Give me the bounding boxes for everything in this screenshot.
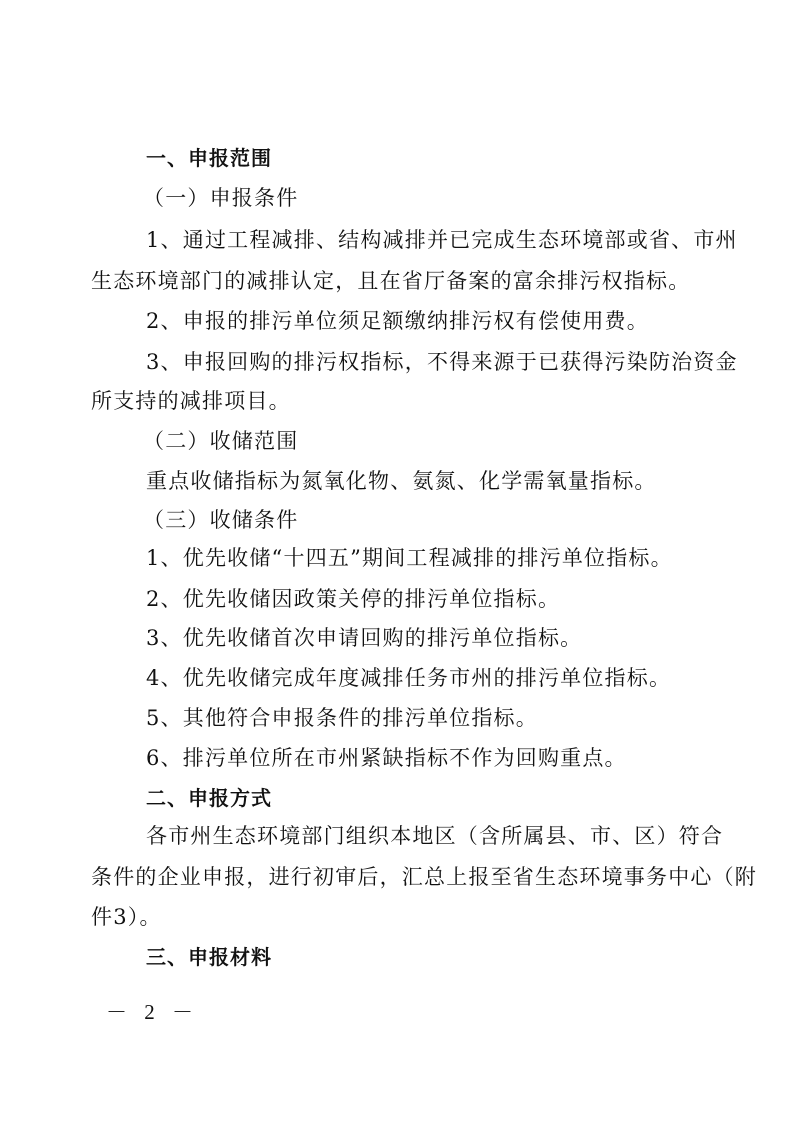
condition-3-line-2: 所支持的减排项目。 (91, 389, 291, 413)
subsection-heading-1: （一）申报条件 (143, 186, 299, 210)
section-heading-2: 二、申报方式 (146, 786, 272, 810)
priority-item-4: 4、优先收储完成年度减排任务市州的排污单位指标。 (146, 666, 672, 690)
page-number: － 2 － (106, 1000, 199, 1024)
section-heading-1: 一、申报范围 (146, 146, 272, 170)
subsection-heading-2: （二）收储范围 (143, 429, 299, 453)
priority-item-3: 3、优先收储首次申请回购的排污单位指标。 (146, 626, 583, 650)
condition-1-line-1: 1、通过工程减排、结构减排并已完成生态环境部或省、市州 (146, 228, 738, 252)
priority-item-5: 5、其他符合申报条件的排污单位指标。 (146, 706, 538, 730)
subsection-heading-3: （三）收储条件 (143, 508, 299, 532)
priority-item-1: 1、优先收储“十四五”期间工程减排的排污单位指标。 (146, 546, 673, 570)
method-line-3: 件3）。 (91, 905, 162, 929)
condition-3-line-1: 3、申报回购的排污权指标，不得来源于已获得污染防治资金 (146, 350, 738, 374)
priority-item-6: 6、排污单位所在市州紧缺指标不作为回购重点。 (146, 746, 627, 770)
method-line-1: 各市州生态环境部门组织本地区（含所属县、市、区）符合 (146, 824, 724, 848)
storage-scope-text: 重点收储指标为氮氧化物、氨氮、化学需氧量指标。 (146, 469, 657, 493)
section-heading-3: 三、申报材料 (146, 945, 272, 969)
condition-1-line-2: 生态环境部门的减排认定，且在省厅备案的富余排污权指标。 (91, 269, 691, 293)
priority-item-2: 2、优先收储因政策关停的排污单位指标。 (146, 587, 561, 611)
method-line-2: 条件的企业申报，进行初审后，汇总上报至省生态环境事务中心（附 (91, 865, 757, 889)
condition-2: 2、申报的排污单位须足额缴纳排污权有偿使用费。 (146, 309, 649, 333)
